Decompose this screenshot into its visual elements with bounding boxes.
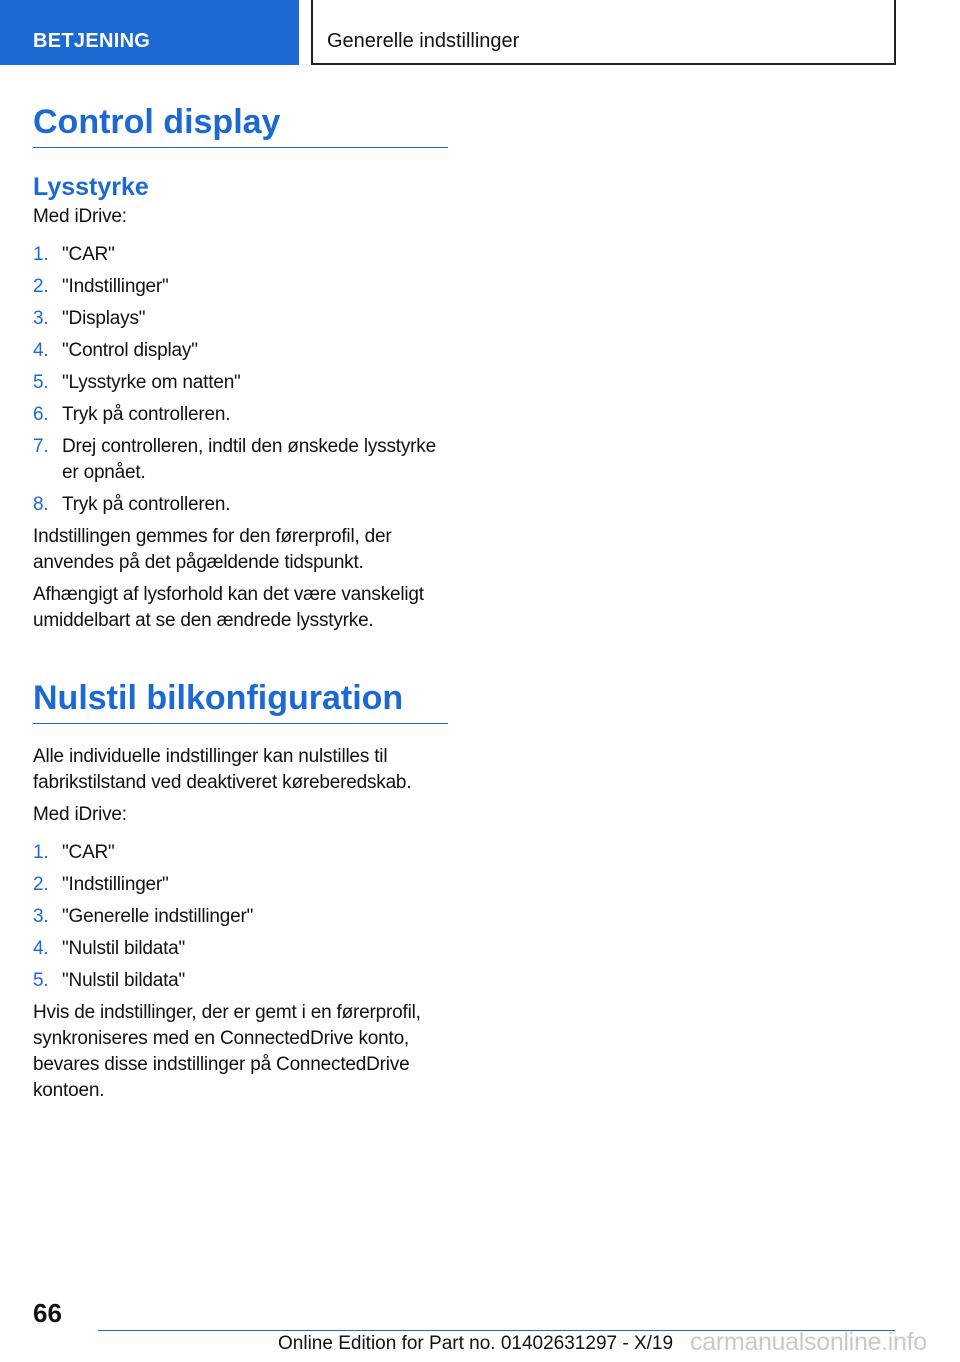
step-text: "Displays" — [62, 308, 146, 329]
step-text: "Indstillinger" — [62, 874, 169, 895]
step-text: "Indstillinger" — [62, 276, 169, 297]
list-item — [33, 274, 448, 300]
step-number: 2. — [33, 276, 49, 297]
step-number: 5. — [33, 372, 49, 393]
idrive-intro: Med iDrive: — [33, 206, 127, 227]
list-item — [33, 402, 448, 428]
idrive-intro: Med iDrive: — [33, 804, 127, 825]
list-item — [33, 242, 448, 268]
list-item — [33, 872, 448, 898]
step-number: 3. — [33, 308, 49, 329]
step-number: 5. — [33, 970, 49, 991]
list-item — [33, 306, 448, 332]
step-number: 8. — [33, 494, 49, 515]
list-item — [33, 840, 448, 866]
header-chapter-title: Generelle indstillinger — [311, 0, 896, 65]
profile-note: Indstillingen gemmes for den førerprofil, der anvendes på det pågældende tidspunkt. — [33, 526, 392, 573]
list-item — [33, 338, 448, 364]
brightness-steps-list — [33, 242, 448, 518]
step-text: "Nulstil bildata" — [62, 938, 186, 959]
step-number: 6. — [33, 404, 49, 425]
page-number: 66 — [33, 1298, 62, 1328]
step-number: 1. — [33, 842, 49, 863]
step-number: 4. — [33, 938, 49, 959]
section-title-reset: Nulstil bilkonfiguration — [33, 676, 448, 724]
list-item — [33, 370, 448, 396]
list-item — [33, 434, 448, 486]
connecteddrive-note: Hvis de indstillinger, der er gemt i en førerprofil, synkroniseres med en ConnectedDrive konto, bevares disse indstillinger på ConnectedDrive kontoen. — [33, 1002, 421, 1101]
step-text: "CAR" — [62, 244, 115, 265]
lighting-note: Afhængigt af lysforhold kan det være vanskeligt umiddelbart at se den ændrede lysstyrke. — [33, 584, 424, 631]
list-item — [33, 904, 448, 930]
step-number: 4. — [33, 340, 49, 361]
page-content — [33, 100, 448, 1104]
step-text: "CAR" — [62, 842, 115, 863]
step-number: 1. — [33, 244, 49, 265]
step-text: "Generelle indstillinger" — [62, 906, 254, 927]
watermark-logo: carmanualsonline.info — [690, 1328, 927, 1356]
list-item — [33, 936, 448, 962]
step-number: 2. — [33, 874, 49, 895]
step-number: 7. — [33, 436, 49, 457]
step-text: "Lysstyrke om natten" — [62, 372, 241, 393]
header-section-tab: BETJENING — [0, 0, 299, 65]
list-item — [33, 968, 448, 994]
step-text: "Control display" — [62, 340, 198, 361]
step-text: Drej controlleren, indtil den ønskede lysstyrke er opnået. — [62, 436, 436, 483]
subsection-title-lysstyrke: Lysstyrke — [33, 173, 149, 201]
reset-steps-list — [33, 840, 448, 994]
control-display-section — [33, 100, 448, 634]
list-item — [33, 492, 448, 518]
reset-intro: Alle individuelle indstillinger kan nulstilles til fabrikstilstand ved deaktiveret køreberedskab. — [33, 746, 412, 793]
step-text: Tryk på controlleren. — [62, 404, 231, 425]
footer-edition: Online Edition for Part no. 01402631297 - X/19 — [278, 1333, 674, 1354]
section-title-control-display: Control display — [33, 100, 448, 148]
step-number: 3. — [33, 906, 49, 927]
step-text: "Nulstil bildata" — [62, 970, 186, 991]
step-text: Tryk på controlleren. — [62, 494, 231, 515]
reset-section — [33, 676, 448, 1104]
